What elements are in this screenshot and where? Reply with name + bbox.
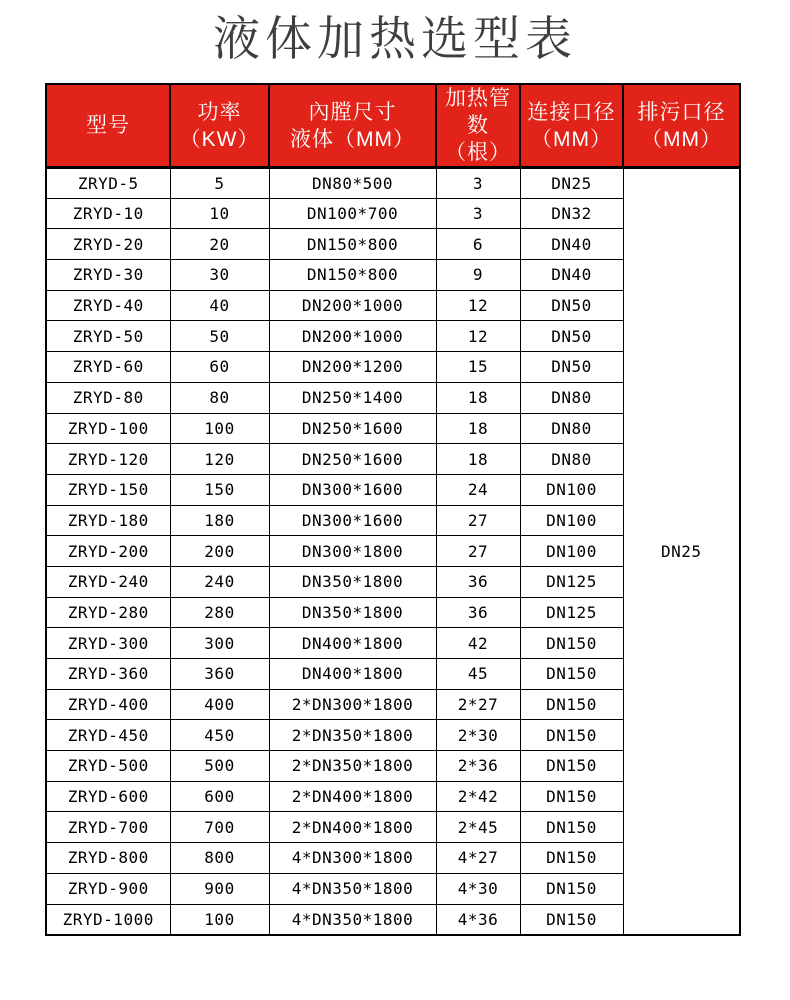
cell-tube-count: 27 (436, 536, 520, 567)
table-header (46, 84, 740, 168)
cell-chamber-size: DN250*1400 (269, 382, 436, 413)
cell-tube-count: 18 (436, 413, 520, 444)
cell-connection-diameter: DN150 (520, 812, 623, 843)
cell-connection-diameter: DN150 (520, 873, 623, 904)
cell-power: 800 (170, 843, 269, 874)
cell-connection-diameter: DN150 (520, 720, 623, 751)
cell-power: 150 (170, 474, 269, 505)
cell-model: ZRYD-60 (46, 352, 170, 383)
cell-chamber-size: DN400*1800 (269, 659, 436, 690)
cell-connection-diameter: DN40 (520, 260, 623, 291)
header-connection-diameter-line1: 连接口径 (527, 100, 616, 124)
cell-connection-diameter: DN150 (520, 689, 623, 720)
cell-chamber-size: 2*DN400*1800 (269, 812, 436, 843)
cell-chamber-size: DN400*1800 (269, 628, 436, 659)
header-drain-diameter-line1: 排污口径 (637, 100, 726, 124)
cell-connection-diameter: DN125 (520, 597, 623, 628)
header-connection-diameter-line2: （MM） (531, 127, 612, 151)
cell-model: ZRYD-120 (46, 444, 170, 475)
cell-power: 100 (170, 413, 269, 444)
cell-chamber-size: DN300*1600 (269, 505, 436, 536)
cell-connection-diameter: DN150 (520, 843, 623, 874)
cell-connection-diameter: DN40 (520, 229, 623, 260)
cell-model: ZRYD-280 (46, 597, 170, 628)
cell-model: ZRYD-400 (46, 689, 170, 720)
cell-chamber-size: DN250*1600 (269, 444, 436, 475)
cell-connection-diameter: DN150 (520, 781, 623, 812)
header-tube-count (436, 84, 520, 168)
cell-tube-count: 2*30 (436, 720, 520, 751)
cell-chamber-size: DN250*1600 (269, 413, 436, 444)
header-power (170, 84, 269, 168)
cell-tube-count: 18 (436, 444, 520, 475)
cell-tube-count: 36 (436, 566, 520, 597)
cell-model: ZRYD-50 (46, 321, 170, 352)
header-chamber-size-line2: 液体（MM） (290, 127, 415, 151)
cell-power: 50 (170, 321, 269, 352)
cell-chamber-size: 2*DN300*1800 (269, 689, 436, 720)
cell-connection-diameter: DN32 (520, 198, 623, 229)
cell-power: 700 (170, 812, 269, 843)
cell-chamber-size: 2*DN350*1800 (269, 720, 436, 751)
cell-power: 120 (170, 444, 269, 475)
cell-tube-count: 27 (436, 505, 520, 536)
cell-connection-diameter: DN100 (520, 536, 623, 567)
cell-power: 600 (170, 781, 269, 812)
cell-power: 40 (170, 290, 269, 321)
cell-connection-diameter: DN80 (520, 413, 623, 444)
cell-power: 450 (170, 720, 269, 751)
cell-tube-count: 15 (436, 352, 520, 383)
cell-chamber-size: DN200*1000 (269, 290, 436, 321)
cell-tube-count: 24 (436, 474, 520, 505)
cell-connection-diameter: DN150 (520, 904, 623, 935)
cell-chamber-size: DN350*1800 (269, 597, 436, 628)
cell-model: ZRYD-30 (46, 260, 170, 291)
cell-tube-count: 3 (436, 168, 520, 199)
header-chamber-size-line1: 內膛尺寸 (308, 100, 397, 124)
cell-model: ZRYD-300 (46, 628, 170, 659)
cell-chamber-size: DN200*1200 (269, 352, 436, 383)
cell-model: ZRYD-360 (46, 659, 170, 690)
cell-chamber-size: DN80*500 (269, 168, 436, 199)
cell-model: ZRYD-200 (46, 536, 170, 567)
cell-tube-count: 6 (436, 229, 520, 260)
cell-connection-diameter: DN50 (520, 290, 623, 321)
cell-power: 20 (170, 229, 269, 260)
cell-power: 200 (170, 536, 269, 567)
cell-connection-diameter: DN80 (520, 444, 623, 475)
cell-chamber-size: DN150*800 (269, 229, 436, 260)
cell-tube-count: 12 (436, 290, 520, 321)
cell-connection-diameter: DN80 (520, 382, 623, 413)
header-row (46, 84, 740, 168)
cell-connection-diameter: DN100 (520, 474, 623, 505)
cell-model: ZRYD-100 (46, 413, 170, 444)
cell-power: 400 (170, 689, 269, 720)
cell-connection-diameter: DN50 (520, 321, 623, 352)
cell-model: ZRYD-800 (46, 843, 170, 874)
cell-power: 30 (170, 260, 269, 291)
cell-power: 900 (170, 873, 269, 904)
cell-model: ZRYD-180 (46, 505, 170, 536)
cell-model: ZRYD-40 (46, 290, 170, 321)
header-model (46, 84, 170, 168)
cell-model: ZRYD-600 (46, 781, 170, 812)
cell-tube-count: 9 (436, 260, 520, 291)
drain-merged-cell: DN25 (623, 168, 740, 935)
cell-chamber-size: DN150*800 (269, 260, 436, 291)
table-row (46, 168, 740, 199)
cell-connection-diameter: DN150 (520, 659, 623, 690)
header-tube-count-line1: 加热管数 (445, 87, 511, 137)
cell-model: ZRYD-5 (46, 168, 170, 199)
cell-chamber-size: DN350*1800 (269, 566, 436, 597)
header-drain-diameter (623, 84, 740, 168)
cell-power: 240 (170, 566, 269, 597)
cell-tube-count: 2*45 (436, 812, 520, 843)
cell-tube-count: 2*27 (436, 689, 520, 720)
cell-power: 500 (170, 751, 269, 782)
cell-chamber-size: DN100*700 (269, 198, 436, 229)
cell-tube-count: 42 (436, 628, 520, 659)
cell-tube-count: 36 (436, 597, 520, 628)
cell-tube-count: 4*36 (436, 904, 520, 935)
cell-connection-diameter: DN100 (520, 505, 623, 536)
cell-power: 10 (170, 198, 269, 229)
cell-model: ZRYD-700 (46, 812, 170, 843)
page-title: 液体加热选型表 (213, 12, 577, 65)
cell-tube-count: 18 (436, 382, 520, 413)
spec-table (45, 83, 741, 936)
cell-model: ZRYD-150 (46, 474, 170, 505)
cell-chamber-size: DN200*1000 (269, 321, 436, 352)
cell-chamber-size: DN300*1600 (269, 474, 436, 505)
cell-power: 100 (170, 904, 269, 935)
cell-model: ZRYD-20 (46, 229, 170, 260)
cell-connection-diameter: DN50 (520, 352, 623, 383)
header-power-line1: 功率 (197, 100, 242, 124)
header-drain-diameter-line2: （MM） (641, 127, 722, 151)
cell-chamber-size: 4*DN350*1800 (269, 904, 436, 935)
cell-power: 180 (170, 505, 269, 536)
cell-model: ZRYD-1000 (46, 904, 170, 935)
cell-model: ZRYD-240 (46, 566, 170, 597)
cell-connection-diameter: DN150 (520, 628, 623, 659)
cell-model: ZRYD-900 (46, 873, 170, 904)
cell-model: ZRYD-80 (46, 382, 170, 413)
header-model-line1: 型号 (86, 114, 130, 137)
header-connection-diameter (520, 84, 623, 168)
cell-connection-diameter: DN25 (520, 168, 623, 199)
cell-tube-count: 45 (436, 659, 520, 690)
header-chamber-size (269, 84, 436, 168)
cell-tube-count: 3 (436, 198, 520, 229)
cell-tube-count: 4*30 (436, 873, 520, 904)
cell-tube-count: 12 (436, 321, 520, 352)
table-body (46, 168, 740, 935)
cell-tube-count: 2*36 (436, 751, 520, 782)
cell-power: 80 (170, 382, 269, 413)
cell-model: ZRYD-450 (46, 720, 170, 751)
cell-tube-count: 4*27 (436, 843, 520, 874)
cell-model: ZRYD-10 (46, 198, 170, 229)
cell-chamber-size: 4*DN350*1800 (269, 873, 436, 904)
cell-chamber-size: 2*DN400*1800 (269, 781, 436, 812)
cell-chamber-size: DN300*1800 (269, 536, 436, 567)
cell-chamber-size: 4*DN300*1800 (269, 843, 436, 874)
cell-power: 300 (170, 628, 269, 659)
cell-power: 360 (170, 659, 269, 690)
cell-power: 5 (170, 168, 269, 199)
cell-connection-diameter: DN125 (520, 566, 623, 597)
cell-chamber-size: 2*DN350*1800 (269, 751, 436, 782)
cell-tube-count: 2*42 (436, 781, 520, 812)
header-tube-count-line2: （根） (445, 141, 511, 164)
header-power-line2: （KW） (179, 127, 260, 151)
cell-power: 280 (170, 597, 269, 628)
cell-model: ZRYD-500 (46, 751, 170, 782)
cell-connection-diameter: DN150 (520, 751, 623, 782)
cell-power: 60 (170, 352, 269, 383)
